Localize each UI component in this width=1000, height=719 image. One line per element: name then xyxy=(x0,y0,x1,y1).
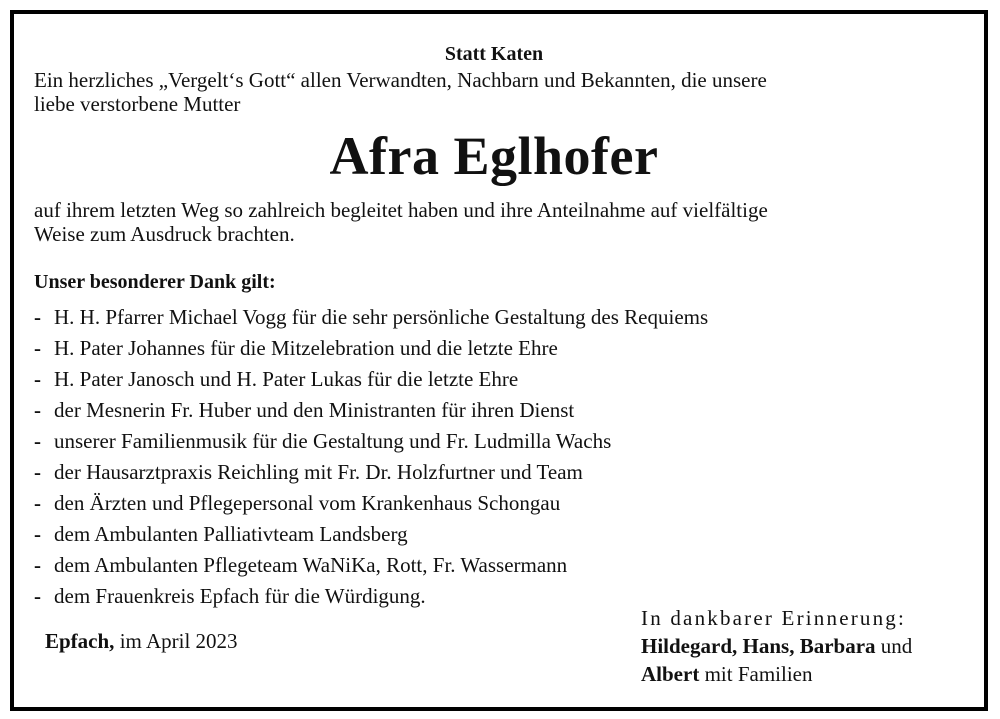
headline: Statt Katen xyxy=(444,43,544,65)
after-line-1: auf ihrem letzten Weg so zahlreich begleitet haben und ihre Anteilnahme auf vielfältige xyxy=(34,198,768,222)
memory-line: In dankbarer Erinnerung: xyxy=(641,606,907,630)
after-text xyxy=(34,198,954,246)
list-item-text: H. Pater Johannes für die Mitzelebration und die letzte Ehre xyxy=(54,336,558,360)
list-item xyxy=(34,364,954,395)
dash-bullet: - xyxy=(34,522,41,546)
dash-bullet: - xyxy=(34,584,41,608)
dash-bullet: - xyxy=(34,553,41,577)
list-item-text: der Hausarztpraxis Reichling mit Fr. Dr. Holzfurtner und Team xyxy=(54,460,583,484)
thanks-heading: Unser besonderer Dank gilt: xyxy=(34,271,276,293)
intro-text xyxy=(34,68,954,116)
list-item xyxy=(34,302,954,333)
thank-you-notice xyxy=(34,30,954,612)
thanks-list xyxy=(34,302,954,612)
list-item-text: der Mesnerin Fr. Huber und den Ministranten für ihren Dienst xyxy=(54,398,575,422)
families-word: mit Familien xyxy=(704,662,813,686)
intro-line-1: Ein herzliches „Vergelt‘s Gott“ allen Verwandten, Nachbarn und Bekannten, die unsere xyxy=(34,68,767,92)
list-item xyxy=(34,550,954,581)
list-item xyxy=(34,333,954,364)
intro-line-2: liebe verstorbene Mutter xyxy=(34,92,241,116)
list-item xyxy=(34,519,954,550)
list-item-text: unserer Familienmusik für die Gestaltung und Fr. Ludmilla Wachs xyxy=(54,429,612,453)
list-item xyxy=(34,426,954,457)
after-line-2: Weise zum Ausdruck brachten. xyxy=(34,222,295,246)
dash-bullet: - xyxy=(34,398,41,422)
list-item xyxy=(34,457,954,488)
family-names-2: Albert xyxy=(641,662,700,686)
dash-bullet: - xyxy=(34,305,41,329)
signature-block xyxy=(641,604,971,688)
list-item-text: dem Ambulanten Pflegeteam WaNiKa, Rott, Fr. Wassermann xyxy=(54,553,568,577)
list-item-text: dem Frauenkreis Epfach für die Würdigung. xyxy=(54,584,426,608)
dash-bullet: - xyxy=(34,336,41,360)
dash-bullet: - xyxy=(34,491,41,515)
date: im April 2023 xyxy=(119,629,238,653)
deceased-name: Afra Eglhofer xyxy=(329,126,659,186)
list-item xyxy=(34,488,954,519)
dash-bullet: - xyxy=(34,367,41,391)
family-names-line-2 xyxy=(641,660,971,688)
dash-bullet: - xyxy=(34,460,41,484)
and-word: und xyxy=(880,634,913,658)
family-names-line-1 xyxy=(641,632,971,660)
list-item xyxy=(34,395,954,426)
place: Epfach, xyxy=(45,629,115,653)
family-names-1: Hildegard, Hans, Barbara xyxy=(641,634,876,658)
dash-bullet: - xyxy=(34,429,41,453)
list-item-text: H. Pater Janosch und H. Pater Lukas für die letzte Ehre xyxy=(54,367,519,391)
list-item-text: den Ärzten und Pflegepersonal vom Krankenhaus Schongau xyxy=(54,491,561,515)
list-item-text: dem Ambulanten Palliativteam Landsberg xyxy=(54,522,408,546)
place-date xyxy=(45,628,238,654)
list-item-text: H. H. Pfarrer Michael Vogg für die sehr persönliche Gestaltung des Requiems xyxy=(54,305,709,329)
